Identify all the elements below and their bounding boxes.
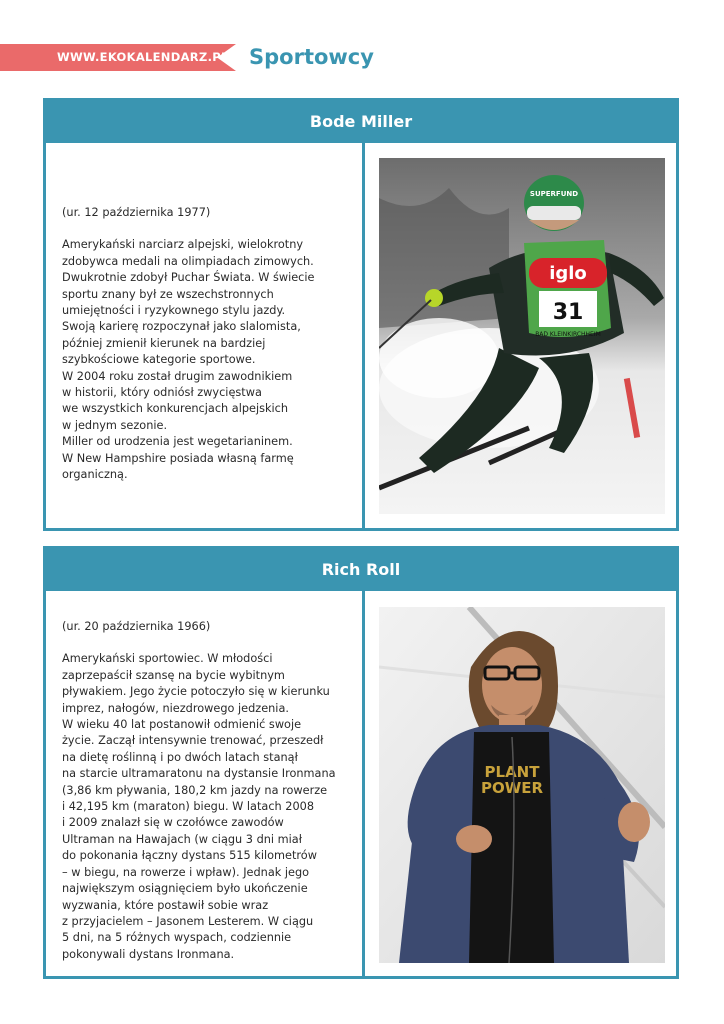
bio-line: W wieku 40 lat postanowił odmienić swoje	[62, 718, 302, 732]
shirt-text-1: PLANT	[484, 763, 540, 781]
bio-line: Dwukrotnie zdobył Puchar Świata. W świecie	[62, 271, 315, 285]
bio-line: Swoją karierę rozpoczynał jako slalomista,	[62, 320, 301, 334]
bio-line: umiejętności i ryzykownego stylu jazdy.	[62, 304, 286, 318]
bio-line: W New Hampshire posiada własną farmę	[62, 451, 294, 465]
bio-line: życie. Zaczął intensywnie trenować, przeszedł	[62, 734, 324, 748]
bio-line: W 2004 roku został drugim zawodnikiem	[62, 369, 293, 383]
bio-line: Ultraman na Hawajach (w ciągu 3 dni miał	[62, 832, 302, 846]
bio-line: największym osiągnięciem było ukończenie	[62, 882, 308, 896]
bio-line: zaprzepaścił szansę na bycie wybitnym	[62, 668, 285, 682]
bio-line: później zmienił kierunek na bardziej	[62, 336, 266, 350]
bio-line: w jednym sezonie.	[62, 418, 168, 432]
athlete-card-body	[46, 143, 676, 528]
athlete-photo-skier	[379, 158, 665, 514]
athlete-bio	[62, 619, 358, 963]
bio-text	[62, 237, 358, 483]
bio-line: zdobywca medali na olimpiadach zimowych.	[62, 254, 314, 268]
athlete-name: Rich Roll	[46, 549, 676, 591]
bio-line: na starcie ultramaratonu na dystansie Ironmana	[62, 767, 336, 781]
bib-number: 31	[552, 300, 584, 325]
site-label: WWW.EKOKALENDARZ.PL	[57, 50, 229, 64]
athlete-photo-speaker	[379, 607, 665, 963]
shirt-text-2: POWER	[480, 779, 544, 797]
bio-line: na dietę roślinną i po dwóch latach stanął	[62, 750, 298, 764]
bio-line: wyzwania, które postawił sobie wraz	[62, 898, 269, 912]
bio-text	[62, 651, 358, 963]
athlete-card-bode-miller	[43, 98, 679, 531]
birth-date: (ur. 12 października 1977)	[62, 206, 211, 219]
bio-line: w historii, który odniósł zwycięstwa	[62, 386, 262, 400]
bio-line: 5 dni, na 5 różnych wyspach, codziennie	[62, 931, 292, 945]
bio-line: Amerykański narciarz alpejski, wielokrotny	[62, 238, 304, 252]
bio-line: imprez, nałogów, niezdrowego jedzenia.	[62, 701, 289, 715]
bio-line: do pokonania łączny dystans 515 kilometrów	[62, 849, 317, 863]
bio-line: (3,86 km pływania, 180,2 km jazdy na rowerze	[62, 783, 328, 797]
bio-line: Miller od urodzenia jest wegetarianinem.	[62, 435, 293, 449]
bio-line: z przyjacielem – Jasonem Lesterem. W ciągu	[62, 914, 314, 928]
bio-line: Amerykański sportowiec. W młodości	[62, 652, 273, 666]
column-divider	[362, 591, 365, 976]
bio-line: organiczną.	[62, 468, 128, 482]
bib-subtext: BAD KLEINKIRCHHEIM	[535, 331, 601, 338]
bio-line: pływakiem. Jego życie potoczyło się w kierunku	[62, 685, 330, 699]
page-title: Sportowcy	[249, 45, 374, 69]
bio-line: we wszystkich konkurencjach alpejskich	[62, 402, 289, 416]
birth-date: (ur. 20 października 1966)	[62, 620, 211, 633]
bio-line: – w biegu, na rowerze i wpław). Jednak jego	[62, 865, 310, 879]
athlete-card-rich-roll	[43, 546, 679, 979]
bio-line: pokonywali dystans Ironmana.	[62, 947, 235, 961]
helmet-text: SUPERFUND	[529, 190, 579, 198]
column-divider	[362, 143, 365, 528]
athlete-card-body	[46, 591, 676, 976]
bib-brand: iglo	[549, 263, 587, 284]
bio-line: sportu znany był ze wszechstronnych	[62, 287, 274, 301]
athlete-name: Bode Miller	[46, 101, 676, 143]
athlete-bio	[62, 205, 358, 484]
bio-line: i 42,195 km (maraton) biegu. W latach 2008	[62, 800, 315, 814]
bio-line: i 2009 znalazł się w czołówce zawodów	[62, 816, 284, 830]
bio-line: szybkościowe kategorie sportowe.	[62, 353, 256, 367]
